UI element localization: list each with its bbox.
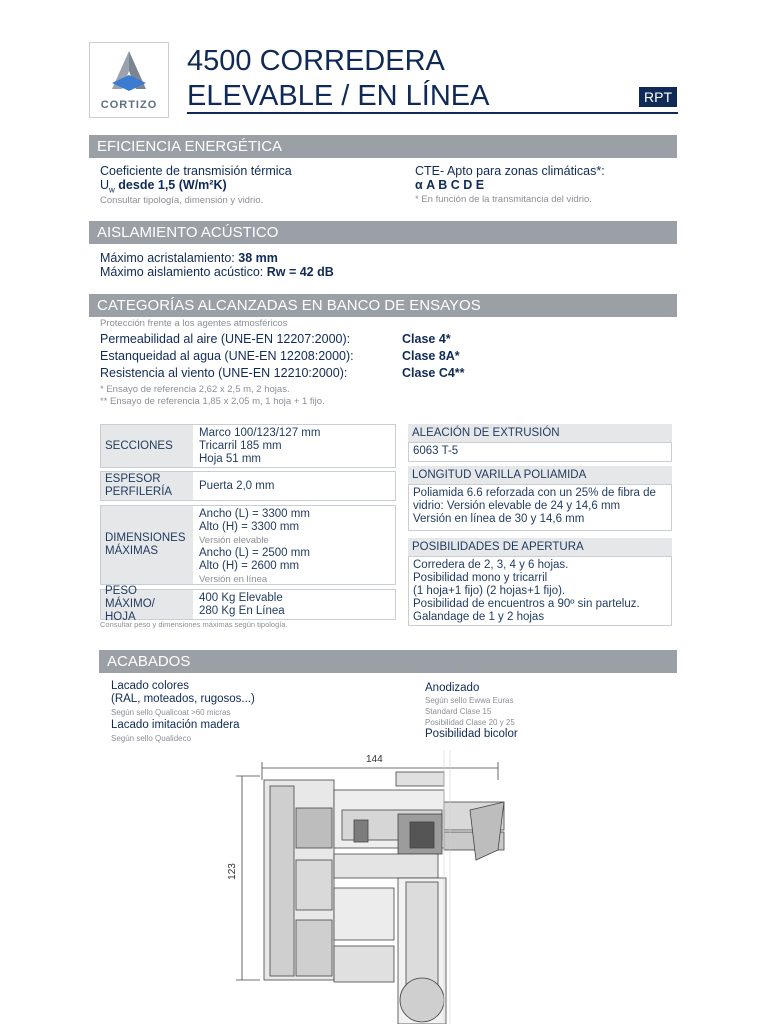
acoustic-value: Rw = 42 dB [266, 265, 334, 279]
test-row [100, 366, 480, 383]
spec-value: Puerta 2,0 mm [199, 479, 275, 492]
opening-value [408, 556, 672, 626]
test-label: Resistencia al viento (UNE-EN 12210:2000): [100, 366, 348, 380]
finish-line: Lacado colores [111, 680, 189, 692]
acoustic-body [100, 251, 600, 279]
section-finishes-heading: ACABADOS [99, 650, 677, 673]
spec-label [101, 472, 193, 500]
finish-note: Según sello Qualideco [111, 734, 192, 743]
title-underline [187, 112, 678, 114]
alloy-value: 6063 T-5 [408, 442, 672, 462]
title-line2: ELEVABLE / EN LÍNEA [187, 80, 490, 112]
finish-line: Anodizado [425, 682, 480, 694]
spec-line: Hoja 51 mm [199, 453, 261, 465]
tests-table [100, 332, 480, 383]
spec-sections [100, 424, 396, 468]
u-value: desde 1,5 (W/m²K) [114, 178, 227, 192]
tests-note2: ** Ensayo de referencia 1,85 x 2,05 m, 1 hoja + 1 fijo. [100, 396, 325, 407]
label-line: DIMENSIONES [105, 532, 186, 544]
test-value: Clase 4* [402, 332, 451, 346]
tests-note1: * Ensayo de referencia 2,62 x 2,5 m, 2 hojas. [100, 384, 290, 395]
logo-text: CORTIZO [100, 99, 158, 111]
finishes-left [111, 680, 391, 745]
spec-value [193, 590, 395, 619]
spec-label: SECCIONES [101, 425, 193, 467]
finish-note: Standard Clase 15 [425, 707, 492, 716]
label-line: MÁXIMAS [105, 545, 159, 557]
rod-line: Versión en línea de 30 y 14,6 mm [413, 513, 585, 525]
dimension-width-label: 144 [366, 754, 383, 765]
cte-zones: α A B C D E [415, 178, 485, 192]
thermal-note: Consultar tipología, dimensión y vidrio. [100, 194, 264, 206]
title-line1: 4500 CORREDERA [187, 45, 445, 77]
spec-line: Ancho (L) = 3300 mm [199, 508, 310, 520]
spec-value [193, 506, 395, 584]
specs-note: Consultar peso y dimensiones máximas según tipología. [100, 620, 288, 629]
energy-right [415, 164, 675, 205]
finish-note: Posibilidad Clase 20 y 25 [425, 718, 515, 727]
spec-dimensions [100, 505, 396, 585]
alloy-heading: ALEACIÓN DE EXTRUSIÓN [408, 424, 672, 442]
opening-line: (1 hoja+1 fijo) (2 hojas+1 fijo). [413, 585, 566, 597]
opening-line: Galandage de 1 y 2 hojas [413, 611, 545, 623]
dimension-height-label: 123 [226, 863, 238, 880]
u-subscript: w [109, 185, 115, 195]
opening-line: Posibilidad mono y tricarril [413, 572, 548, 584]
spec-line: 400 Kg Elevable [199, 592, 283, 604]
glazing-label: Máximo acristalamiento: [100, 251, 239, 265]
page-title [187, 44, 490, 114]
section-energy-heading: EFICIENCIA ENERGÉTICA [89, 135, 677, 158]
tests-subtitle: Protección frente a los agentes atmosféricos [100, 318, 288, 329]
spec-thickness [100, 471, 396, 501]
finish-line: Lacado imitación madera [111, 719, 240, 731]
spec-note: Versión elevable [199, 535, 269, 546]
finish-note: Según sello Qualicoat >60 micras [111, 708, 231, 717]
spec-line: Ancho (L) = 2500 mm [199, 547, 310, 559]
rpt-badge: RPT [639, 87, 677, 107]
test-row [100, 332, 480, 349]
energy-left [100, 164, 400, 206]
rod-line: vidrio: Versión elevable de 24 y 14,6 mm [413, 500, 621, 512]
finishes-right [425, 682, 675, 741]
label-line: PERFILERÍA [105, 486, 173, 498]
section-acoustic-heading: AISLAMIENTO ACÚSTICO [89, 221, 677, 244]
spec-line: Alto (H) = 3300 mm [199, 521, 300, 533]
label-line: HOJA [105, 611, 136, 623]
spec-line: Marco 100/123/127 mm [199, 427, 321, 439]
spec-label [101, 585, 193, 623]
opening-line: Posibilidad de encuentros a 90º sin parteluz. [413, 598, 640, 610]
finish-note: Según sello Ewwa Euras [425, 696, 514, 705]
acoustic-label: Máximo aislamiento acústico: [100, 265, 267, 279]
spec-label [101, 506, 193, 584]
rod-heading: LONGITUD VARILLA POLIAMIDA [408, 466, 672, 484]
test-value: Clase 8A* [402, 349, 460, 363]
rod-line: Poliamida 6.6 reforzada con un 25% de fibra de [413, 487, 656, 499]
spec-value [193, 425, 395, 467]
label-line: PESO MÁXIMO/ [105, 585, 155, 610]
u-symbol: U [100, 178, 110, 192]
section-tests-heading: CATEGORÍAS ALCANZADAS EN BANCO DE ENSAYOS [89, 294, 677, 317]
thermal-label: Coeficiente de transmisión térmica [100, 164, 292, 178]
test-label: Permeabilidad al aire (UNE-EN 12207:2000): [100, 332, 351, 346]
glazing-value: 38 mm [238, 251, 278, 265]
test-value: Clase C4** [402, 366, 465, 380]
label-line: ESPESOR [105, 473, 161, 485]
cte-note: * En función de la transmitancia del vidrio. [415, 194, 592, 205]
thermal-value [100, 178, 400, 195]
test-row [100, 349, 480, 366]
spec-weight [100, 585, 396, 623]
spec-note: Versión en línea [199, 574, 268, 585]
rod-value [408, 484, 672, 531]
profile-drawing-svg [230, 750, 520, 1024]
cte-label: CTE- Apto para zonas climáticas*: [415, 164, 605, 178]
cortizo-logo-icon [90, 47, 168, 107]
spec-line: 280 Kg En Línea [199, 605, 285, 617]
test-label: Estanqueidad al agua (UNE-EN 12208:2000): [100, 349, 354, 363]
finish-line: Posibilidad bicolor [425, 728, 518, 740]
cortizo-logo [89, 42, 169, 118]
finish-line: (RAL, moteados, rugosos...) [111, 693, 255, 705]
spec-line: Tricarril 185 mm [199, 440, 282, 452]
opening-heading: POSIBILIDADES DE APERTURA [408, 538, 672, 556]
opening-line: Corredera de 2, 3, 4 y 6 hojas. [413, 559, 569, 571]
spec-line: Alto (H) = 2600 mm [199, 560, 300, 572]
profile-section-drawing [226, 750, 520, 1024]
